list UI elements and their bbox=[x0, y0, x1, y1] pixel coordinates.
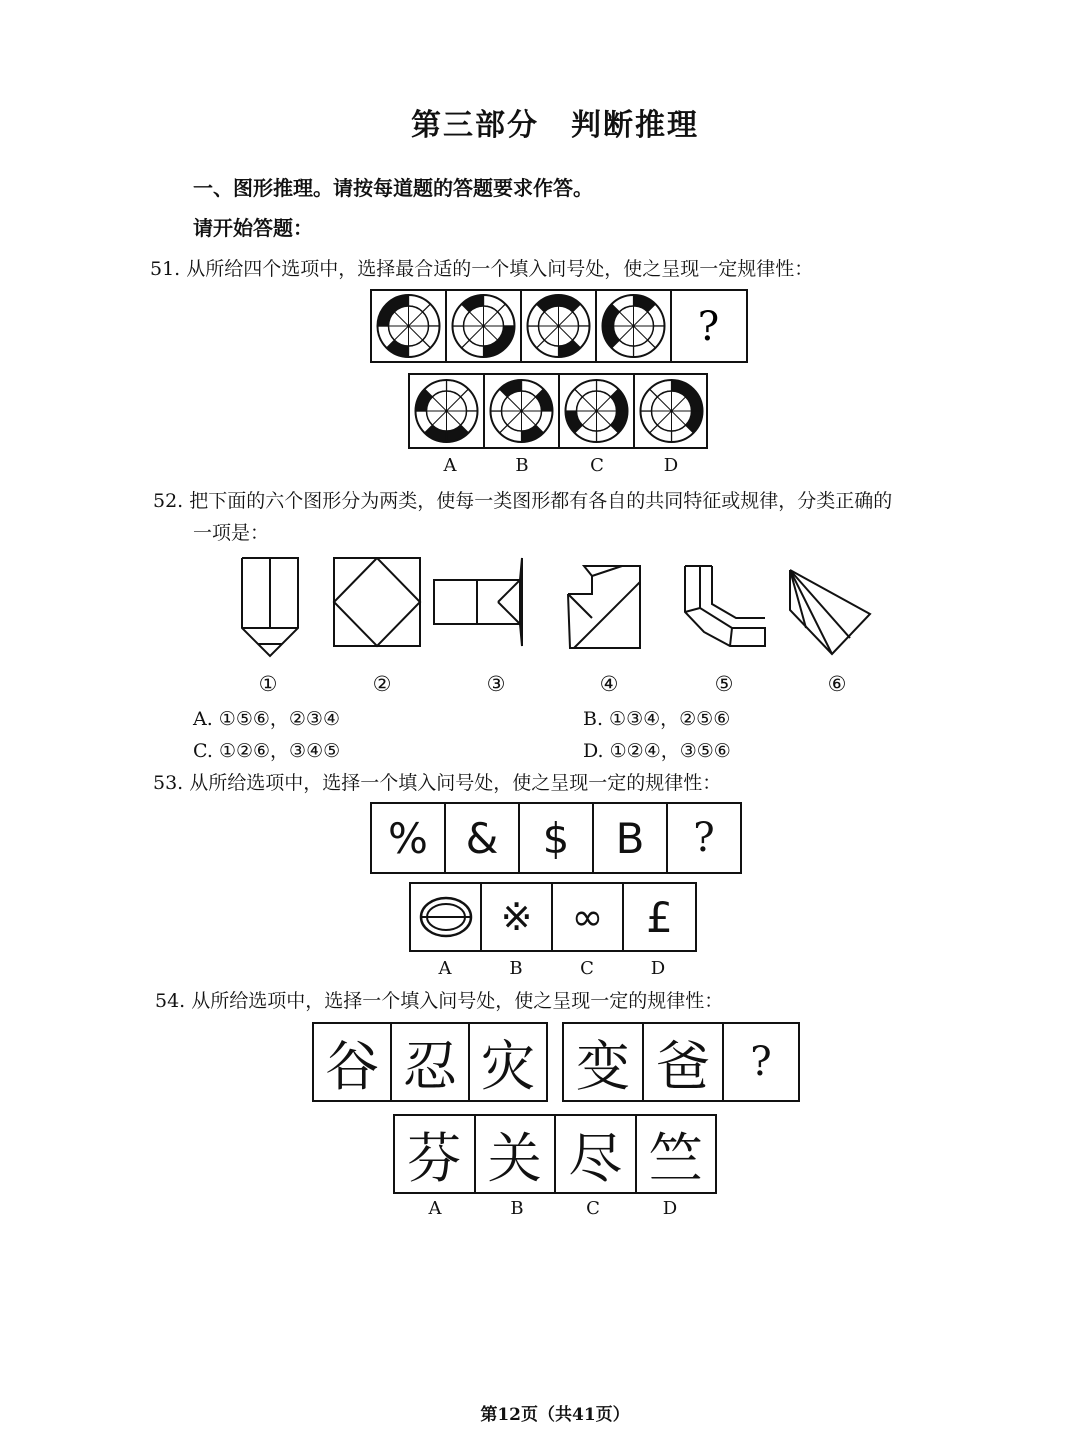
q52-stem bbox=[153, 486, 892, 513]
q54-label-d: D bbox=[662, 1198, 678, 1219]
page-footer: 第12页（共41页） bbox=[480, 1405, 630, 1425]
q54-label-b: B bbox=[510, 1198, 524, 1219]
q53-option-b[interactable]: ※ bbox=[482, 884, 553, 950]
q53-seq-3: $ bbox=[520, 804, 594, 872]
q52-figure-2 bbox=[334, 558, 420, 646]
q54-group-1 bbox=[312, 1022, 548, 1102]
q54-g1-char-2: 忍 bbox=[392, 1024, 470, 1100]
q51-option-c-wheel[interactable] bbox=[566, 380, 628, 442]
q52-figure-5 bbox=[685, 566, 765, 646]
q54-text: 从所给选项中，选择一个填入问号处，使之呈现一定的规律性： bbox=[191, 990, 724, 1012]
q53-options bbox=[409, 882, 697, 952]
q52-text-line1: 把下面的六个图形分为两类，使每一类图形都有各自的共同特征或规律，分类正确的 bbox=[189, 490, 893, 512]
q54-label-a: A bbox=[428, 1198, 442, 1219]
q54-option-c[interactable]: 尽 bbox=[556, 1116, 637, 1192]
q54-option-a[interactable]: 芬 bbox=[395, 1116, 476, 1192]
page-title: 第三部分 判断推理 bbox=[411, 108, 699, 143]
q54-g2-char-1: 变 bbox=[564, 1024, 644, 1100]
q54-g1-char-1: 谷 bbox=[314, 1024, 392, 1100]
q53-seq-1: % bbox=[372, 804, 446, 872]
q53-label-d: D bbox=[650, 958, 666, 979]
q54-question-mark: ? bbox=[750, 1039, 772, 1085]
start-prompt: 请开始答题： bbox=[193, 216, 313, 240]
q52-figure-number-3: ③ bbox=[486, 672, 506, 696]
q52-number: 52. bbox=[153, 490, 184, 512]
q54-g1-char-3: 灾 bbox=[481, 1034, 535, 1098]
q51-label-d: D bbox=[663, 455, 679, 476]
q53-text: 从所给选项中，选择一个填入问号处，使之呈现一定的规律性： bbox=[189, 772, 722, 794]
q52-option-a[interactable]: A. ①⑤⑥，②③④ bbox=[193, 708, 340, 730]
q51-option-a-wheel[interactable] bbox=[416, 380, 478, 442]
q51-option-b-wheel[interactable] bbox=[491, 380, 553, 442]
q53-label-c: C bbox=[580, 958, 594, 979]
q52-option-d[interactable]: D. ①②④，③⑤⑥ bbox=[583, 740, 731, 762]
q51-label-a: A bbox=[443, 455, 457, 476]
circle-theta-icon bbox=[418, 895, 474, 939]
q51-label-c: C bbox=[590, 455, 604, 476]
q53-label-a: A bbox=[438, 958, 452, 979]
q51-wheel-2 bbox=[453, 295, 515, 357]
q52-figure-4 bbox=[568, 566, 640, 648]
q52-figure-6 bbox=[790, 570, 870, 654]
q51-wheel-4 bbox=[603, 295, 665, 357]
q51-sequence bbox=[370, 289, 748, 363]
q52-option-c[interactable]: C. ①②⑥，③④⑤ bbox=[193, 740, 341, 762]
q51-label-b: B bbox=[515, 455, 529, 476]
q52-figure-number-4: ④ bbox=[599, 672, 619, 696]
q52-figure-1 bbox=[242, 558, 298, 656]
q53-option-d[interactable]: £ bbox=[646, 892, 673, 942]
q53-question-mark: ? bbox=[693, 815, 715, 861]
q51-option-d-wheel[interactable] bbox=[641, 380, 703, 442]
q52-text-line2: 一项是： bbox=[193, 522, 270, 544]
q51-wheel-3 bbox=[528, 295, 590, 357]
q52-figure-number-5: ⑤ bbox=[714, 672, 734, 696]
q54-option-b[interactable]: 关 bbox=[476, 1116, 557, 1192]
q54-g2-char-2: 爸 bbox=[644, 1024, 724, 1100]
q53-sequence bbox=[370, 802, 742, 874]
q53-number: 53. bbox=[153, 772, 184, 794]
q53-seq-2: & bbox=[446, 804, 520, 872]
q54-group-2 bbox=[562, 1022, 800, 1102]
q54-label-c: C bbox=[586, 1198, 600, 1219]
q53-option-c[interactable]: ∞ bbox=[553, 884, 624, 950]
q52-option-b[interactable]: B. ①③④，②⑤⑥ bbox=[583, 708, 731, 730]
q51-question-mark: ? bbox=[697, 304, 720, 350]
q53-seq-4: B bbox=[594, 804, 668, 872]
q51-text: 从所给四个选项中，选择最合适的一个填入问号处，使之呈现一定规律性： bbox=[186, 258, 814, 280]
q53-label-b: B bbox=[509, 958, 523, 979]
q51-stem bbox=[150, 254, 813, 281]
q54-number: 54. bbox=[155, 990, 186, 1012]
q54-stem bbox=[155, 986, 723, 1013]
q52-figure-number-1: ① bbox=[258, 672, 278, 696]
q51-wheel-1 bbox=[378, 295, 440, 357]
q54-option-d[interactable]: 竺 bbox=[648, 1126, 703, 1190]
q51-number: 51. bbox=[150, 258, 181, 280]
q52-figures bbox=[230, 548, 880, 668]
q53-stem bbox=[153, 768, 721, 795]
q53-option-a[interactable] bbox=[411, 884, 482, 950]
section-heading: 一、图形推理。请按每道题的答题要求作答。 bbox=[193, 176, 593, 200]
q52-figure-number-2: ② bbox=[372, 672, 392, 696]
q51-options bbox=[408, 373, 708, 449]
q52-figure-number-6: ⑥ bbox=[827, 672, 847, 696]
q52-figure-3 bbox=[434, 558, 522, 646]
q54-options bbox=[393, 1114, 717, 1194]
